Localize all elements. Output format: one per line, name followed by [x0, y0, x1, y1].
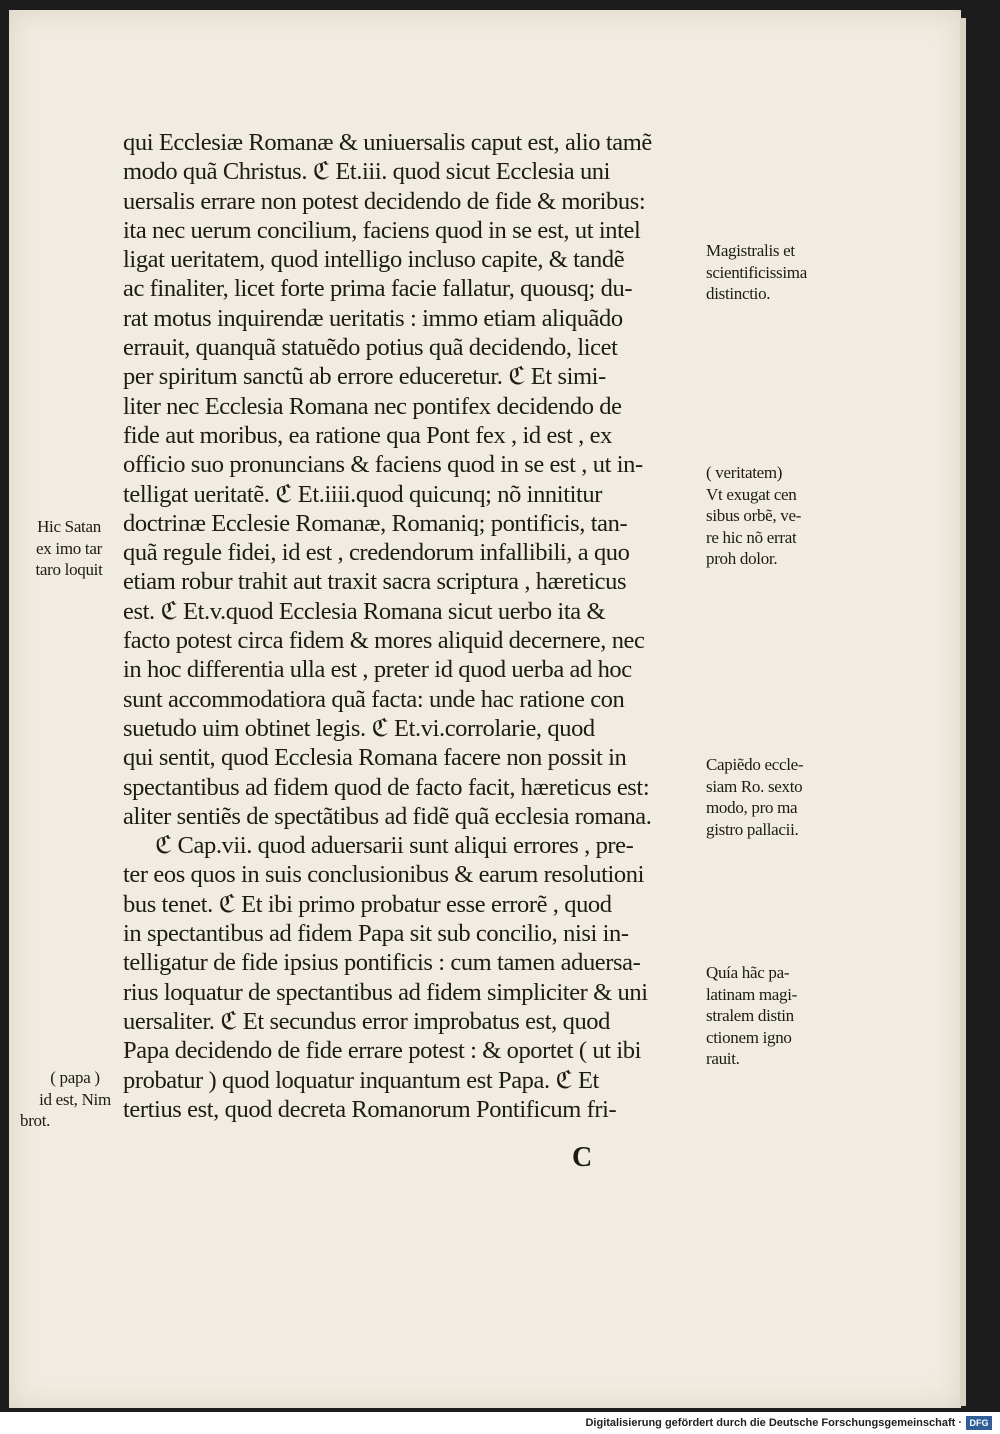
- text-line: telligatur de fide ipsius pontificis : cum tamen aduersa-: [123, 949, 641, 977]
- main-text-block: [123, 128, 705, 1124]
- text-line: tertius est, quod decreta Romanorum Pontificum fri-: [123, 1095, 617, 1123]
- text-line: modo quã Christus. ℭ Et.iii. quod sicut Ecclesia uni: [123, 158, 611, 186]
- note-line: distinctio.: [706, 284, 771, 303]
- text-line: spectantibus ad fidem quod de facto facit, hæreticus est:: [123, 773, 650, 801]
- text-line: in hoc differentia ulla est , preter id quod uerba ad hoc: [123, 656, 632, 684]
- marginal-note-left: [16, 516, 122, 581]
- funding-credit: Digitalisierung gefördert durch die Deutsche Forschungsgemeinschaft ·: [585, 1417, 962, 1429]
- text-line: ita nec uerum concilium, faciens quod in se est, ut intel: [123, 216, 641, 244]
- note-line: siam Ro. sexto: [706, 776, 803, 796]
- text-line-paragraph-start: ℭ Cap.vii. quod aduersarii sunt aliqui errores , pre-: [155, 832, 634, 860]
- note-line: scientificissima: [706, 262, 807, 282]
- marginal-note-right: [706, 754, 803, 840]
- text-line: sunt accommodatiora quã facta: unde hac ratione con: [123, 685, 625, 713]
- text-line: ligat ueritatem, quod intelligo incluso capite, & tandẽ: [123, 246, 625, 274]
- note-line: modo, pro ma: [706, 798, 798, 817]
- note-line: Capiẽdo eccle-: [706, 755, 804, 774]
- note-line: ( veritatem): [706, 463, 783, 482]
- text-line: in spectantibus ad fidem Papa sit sub concilio, nisi in-: [123, 920, 629, 948]
- text-line: bus tenet. ℭ Et ibi primo probatur esse errorẽ , quod: [123, 890, 612, 918]
- note-line: sibus orbẽ, ve-: [706, 506, 802, 525]
- text-line: liter nec Ecclesia Romana nec pontifex decidendo de: [123, 392, 622, 420]
- text-line: qui sentit, quod Ecclesia Romana facere non possit in: [123, 744, 627, 772]
- marginal-note-right: [706, 462, 801, 570]
- text-line: aliter sentiẽs de spectãtibus ad fidẽ quã ecclesia romana.: [123, 802, 652, 830]
- text-line: doctrinæ Ecclesie Romanæ, Romaniq; pontificis, tan-: [123, 509, 628, 537]
- text-line: Papa decidendo de fide errare potest : & oportet ( ut ibi: [123, 1037, 642, 1065]
- text-line: est. ℭ Et.v.quod Ecclesia Romana sicut uerbo ita &: [123, 597, 606, 625]
- note-line: id est, Nim: [39, 1089, 111, 1109]
- text-line: rat motus inquirendæ ueritatis : immo etiam aliquãdo: [123, 304, 623, 332]
- marginal-note-right: [706, 240, 807, 305]
- dfg-logo-icon: DFG: [966, 1416, 992, 1430]
- text-line: facto potest circa fidem & mores aliquid decernere, nec: [123, 627, 645, 655]
- note-line: brot.: [20, 1111, 51, 1130]
- text-line: suetudo uim obtinet legis. ℭ Et.vi.corrolarie, quod: [123, 714, 595, 742]
- note-line: latinam magi-: [706, 984, 797, 1004]
- page-edge: [960, 18, 966, 1406]
- text-line: errauit, quanquã statuẽdo potius quã decidendo, licet: [123, 334, 618, 362]
- text-line: telligat ueritatẽ. ℭ Et.iiii.quod quicunq; nõ innititur: [123, 480, 603, 508]
- note-line: re hic nõ errat: [706, 527, 797, 547]
- note-line: stralem distin: [706, 1006, 794, 1025]
- note-line: ex imo tar: [36, 538, 102, 558]
- note-line: ( papa ): [50, 1068, 100, 1087]
- text-line: probatur ) quod loquatur inquantum est Papa. ℭ Et: [123, 1066, 599, 1094]
- text-line: ac finaliter, licet forte prima facie fallatur, quousq; du-: [123, 275, 633, 303]
- note-line: ctionem igno: [706, 1027, 792, 1047]
- signature-mark: C: [572, 1142, 593, 1173]
- text-line: ter eos quos in suis conclusionibus & earum resolutioni: [123, 861, 645, 889]
- note-line: proh dolor.: [706, 549, 778, 568]
- marginal-note-left: [16, 1067, 134, 1132]
- text-line: qui Ecclesiæ Romanæ & uniuersalis caput est, alio tamẽ: [123, 129, 652, 156]
- note-line: Hic Satan: [37, 517, 101, 536]
- text-line: per spiritum sanctũ ab errore educeretur. ℭ Et simi-: [123, 363, 606, 391]
- text-line: fide aut moribus, ea ratione qua Pont fex , id est , ex: [123, 421, 612, 449]
- marginal-note-right: [706, 962, 797, 1070]
- note-line: taro loquit: [35, 560, 103, 579]
- text-line: quã regule fidei, id est , credendorum infallibili, a quo: [123, 539, 630, 567]
- note-line: rauit.: [706, 1049, 740, 1068]
- note-line: Vt exugat cen: [706, 484, 797, 504]
- note-line: Quía hãc pa-: [706, 963, 790, 982]
- text-line: officio suo pronuncians & faciens quod in se est , ut in-: [123, 451, 643, 479]
- text-line: uersaliter. ℭ Et secundus error improbatus est, quod: [123, 1007, 610, 1035]
- text-line: uersalis errare non potest decidendo de fide & moribus:: [123, 187, 646, 215]
- text-line: etiam robur trahit aut traxit sacra scriptura , hæreticus: [123, 568, 627, 596]
- text-line: rius loquatur de spectantibus ad fidem simpliciter & uni: [123, 978, 648, 1006]
- note-line: gistro pallacii.: [706, 819, 799, 839]
- note-line: Magistralis et: [706, 241, 795, 260]
